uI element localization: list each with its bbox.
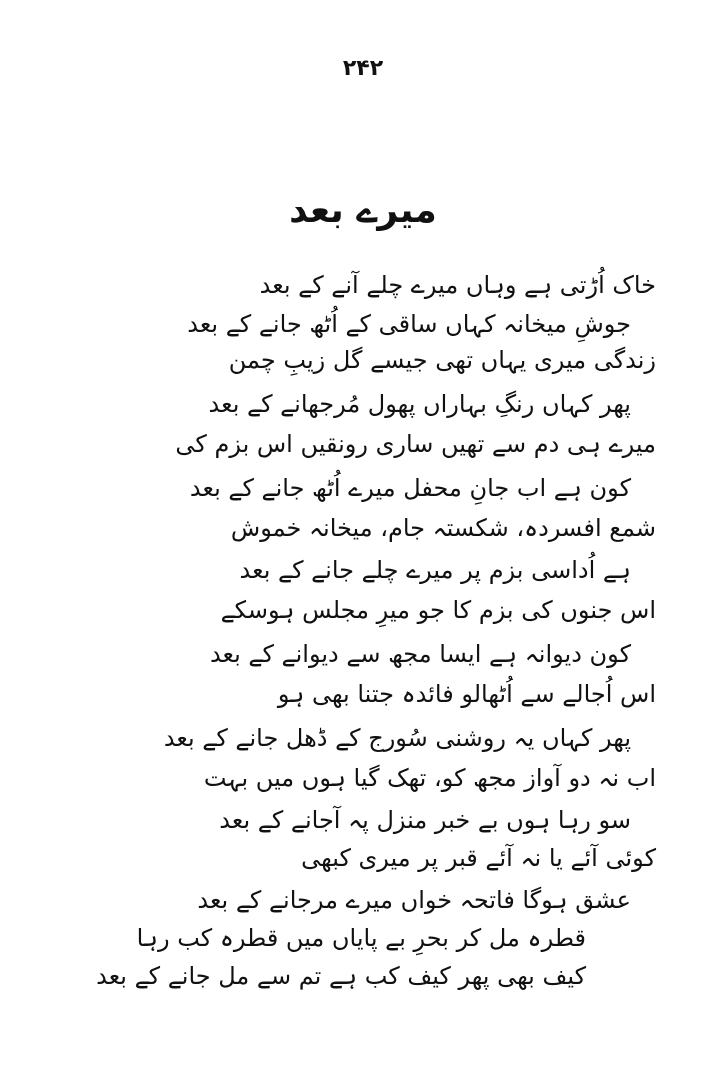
verse-line-9: اس جنوں کی بزم کا جو میرِ مجلس ہوسکے	[220, 596, 656, 624]
verse-line-11: اس اُجالے سے اُٹھالو فائدہ جتنا بھی ہو	[277, 680, 656, 708]
verse-line-10: کون دیوانہ ہے ایسا مجھ سے دیوانے کے بعد	[209, 640, 631, 668]
verse-line-6: کون ہے اب جانِ محفل میرے اُٹھ جانے کے بعد	[189, 474, 631, 502]
verse-line-13: اب نہ دو آواز مجھ کو، تھک گیا ہوں میں بہت	[203, 764, 656, 792]
verse-line-14: سو رہا ہوں بے خبر منزل پہ آجانے کے بعد	[219, 806, 631, 834]
verse-line-1: خاک اُڑتی ہے وہاں میرے چلے آنے کے بعد	[259, 271, 656, 299]
verse-line-4: پھر کہاں رنگِ بہاراں پھول مُرجھانے کے بعد	[208, 390, 631, 418]
verse-line-18: کیف بھی پھر کیف کب ہے تم سے مل جانے کے بعد	[96, 962, 586, 990]
verse-line-8: ہے اُداسی بزم پر میرے چلے جانے کے بعد	[239, 556, 631, 584]
page-number: ۲۴۲	[342, 56, 384, 81]
verse-line-16: عشق ہوگا فاتحہ خواں میرے مرجانے کے بعد	[197, 886, 631, 914]
verse-line-2: جوشِ میخانہ کہاں ساقی کے اُٹھ جانے کے بعد	[187, 310, 631, 338]
verse-line-15: کوئی آئے یا نہ آئے قبر پر میری کبھی	[301, 844, 656, 872]
verse-line-17: قطرہ مل کر بحرِ بے پایاں میں قطرہ کب رہا	[136, 924, 586, 952]
verse-line-5: میرے ہی دم سے تھیں ساری رونقیں اس بزم کی	[175, 430, 656, 458]
verse-line-3: زندگی میری یہاں تھی جیسے گل زیبِ چمن	[228, 346, 656, 374]
verse-line-7: شمع افسردہ، شکستہ جام، میخانہ خموش	[230, 514, 656, 542]
verse-line-12: پھر کہاں یہ روشنی سُورج کے ڈھل جانے کے بعد	[163, 724, 631, 752]
poem-title: میرے بعد	[289, 190, 437, 231]
